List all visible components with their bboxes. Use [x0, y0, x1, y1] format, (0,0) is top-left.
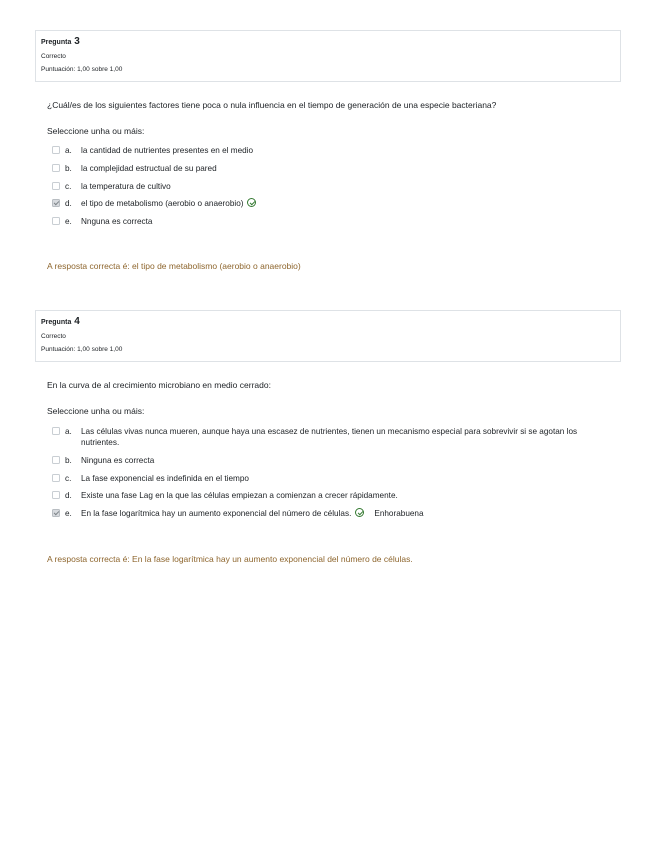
option-checkbox[interactable]: [52, 456, 60, 464]
question-text: En la curva de al crecimiento microbiano en medio cerrado:: [47, 380, 271, 390]
question-3-info: [35, 30, 621, 82]
option-text: el tipo de metabolismo (aerobio o anaerobio): [81, 199, 244, 208]
question-label: Pregunta: [41, 319, 72, 326]
answer-prompt: Seleccione unha ou máis:: [47, 126, 145, 136]
question-state: Correcto: [41, 333, 66, 340]
option-letter: a.: [65, 146, 72, 155]
check-circle-icon: [355, 508, 364, 517]
question-grade: Puntuación: 1,00 sobre 1,00: [41, 346, 123, 353]
answer-prompt: Seleccione unha ou máis:: [47, 406, 145, 416]
question-4-info: [35, 310, 621, 362]
option-checkbox[interactable]: [52, 427, 60, 435]
option-letter: e.: [65, 217, 72, 226]
option-letter: a.: [65, 427, 72, 436]
option-checkbox-checked[interactable]: [52, 509, 60, 517]
option-text: Nnguna es correcta: [81, 217, 153, 226]
option-text: En la fase logarítmica hay un aumento exponencial del número de células.: [81, 509, 352, 518]
question-number-value: 4: [74, 316, 80, 327]
option-letter: c.: [65, 474, 72, 483]
check-circle-icon: [247, 198, 256, 207]
option-text: la complejidad estructual de su pared: [81, 164, 217, 173]
option-text: la temperatura de cultivo: [81, 182, 171, 191]
option-text: la cantidad de nutrientes presentes en el medio: [81, 146, 254, 155]
answer-option-a[interactable]: [52, 426, 612, 448]
option-feedback: Enhorabuena: [374, 509, 424, 518]
question-text: ¿Cuál/es de los siguientes factores tiene poca o nula influencia en el tiempo de generación de una especie bacteriana?: [47, 100, 497, 110]
right-answer: A resposta correcta é: el tipo de metabolismo (aerobio o anaerobio): [47, 261, 301, 271]
option-checkbox[interactable]: [52, 474, 60, 482]
option-letter: d.: [65, 199, 72, 208]
option-text-wrap: [81, 508, 612, 519]
option-letter: b.: [65, 164, 72, 173]
option-checkbox-checked[interactable]: [52, 199, 60, 207]
question-grade: Puntuación: 1,00 sobre 1,00: [41, 66, 123, 73]
option-checkbox[interactable]: [52, 146, 60, 154]
question-state: Correcto: [41, 53, 66, 60]
option-letter: d.: [65, 491, 72, 500]
option-checkbox[interactable]: [52, 164, 60, 172]
right-answer: A resposta correcta é: En la fase logarítmica hay un aumento exponencial del número de células.: [47, 554, 413, 564]
option-letter: b.: [65, 456, 72, 465]
option-text-wrap: [81, 198, 612, 209]
option-text: Existe una fase Lag en la que las células empiezan a comienzan a crecer rápidamente.: [81, 491, 398, 500]
question-label: Pregunta: [41, 39, 72, 46]
option-checkbox[interactable]: [52, 491, 60, 499]
option-text: La fase exponencial es indefinida en el tiempo: [81, 474, 249, 483]
question-number: [41, 316, 615, 329]
option-text: Las células vivas nunca mueren, aunque haya una escasez de nutrientes, tienen un mecanismo especial para sobrevivir si se agotan los nutrientes.: [81, 427, 578, 447]
option-text: Ninguna es correcta: [81, 456, 155, 465]
option-checkbox[interactable]: [52, 182, 60, 190]
option-letter: c.: [65, 182, 72, 191]
question-number-value: 3: [74, 36, 80, 47]
option-letter: e.: [65, 509, 72, 518]
option-checkbox[interactable]: [52, 217, 60, 225]
question-number: [41, 36, 615, 49]
